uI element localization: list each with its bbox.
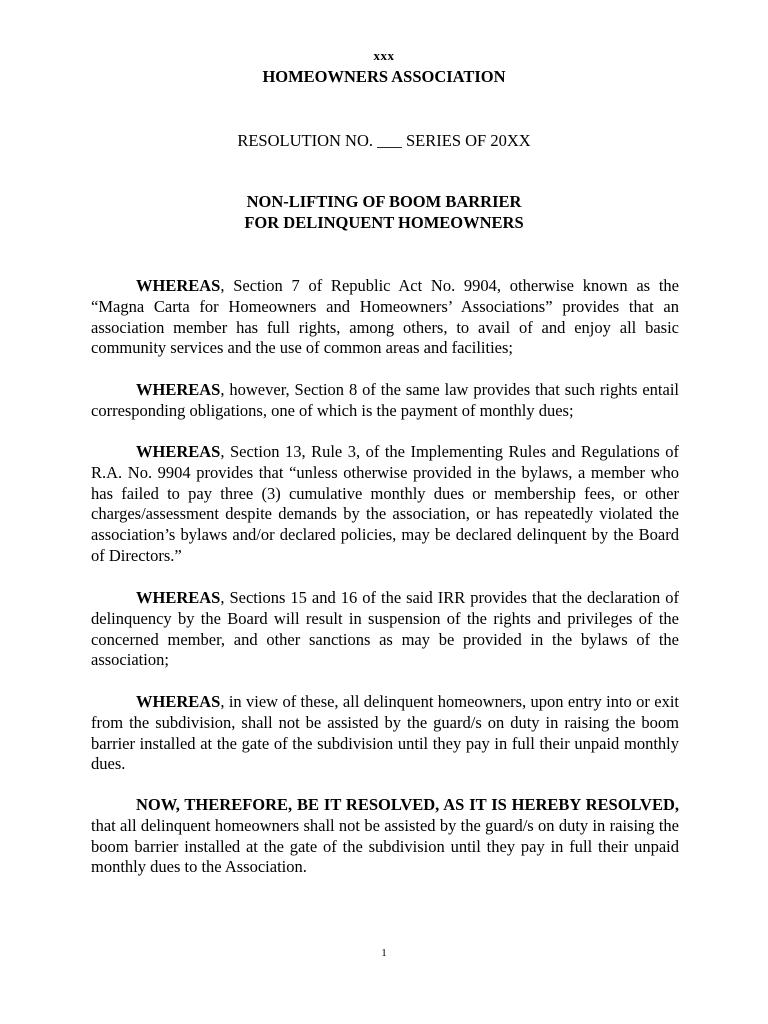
paragraph-lead: WHEREAS [136, 276, 221, 295]
paragraph-lead: WHEREAS [136, 380, 221, 399]
org-code: xxx [373, 48, 395, 63]
paragraph-text: , Section 13, Rule 3, of the Implementing Rules and Regulations of R.A. No. 9904 provides that “unless otherwise provided in the bylaws, a member who has failed to pay three (3) cumulative monthly dues or membership fees, or other charges/assessment despite demands by the association, or has repeatedly violated the association’s bylaws and/or declared policies, may be declared delinquent by the Board of Directors.” [91, 442, 679, 565]
whereas-paragraph-3 [91, 442, 679, 567]
resolved-paragraph [91, 795, 679, 878]
whereas-paragraph-2 [91, 380, 679, 422]
resolution-number: RESOLUTION NO. ___ SERIES OF 20XX [237, 131, 531, 150]
paragraph-text: , Sections 15 and 16 of the said IRR provides that the declaration of delinquency by the Board will result in suspension of the rights and privileges of the concerned member, and other sanctions as may be provided in the bylaws of the association; [91, 588, 679, 670]
paragraph-text: , in view of these, all delinquent homeowners, upon entry into or exit from the subdivision, shall not be assisted by the guard/s on duty in raising the boom barrier installed at the gate of the subdivision until they pay in full their unpaid monthly dues. [91, 692, 679, 774]
whereas-paragraph-1 [91, 276, 679, 359]
paragraph-lead: WHEREAS [136, 692, 221, 711]
resolution-title-line-1: NON-LIFTING OF BOOM BARRIER [246, 192, 522, 211]
org-name: HOMEOWNERS ASSOCIATION [262, 67, 506, 86]
paragraph-lead: WHEREAS [136, 588, 221, 607]
paragraph-text: , however, Section 8 of the same law provides that such rights entail corresponding obligations, one of which is the payment of monthly dues; [91, 380, 679, 420]
page-number: 1 [381, 947, 387, 959]
paragraph-lead: WHEREAS [136, 442, 221, 461]
resolution-title-line-2: FOR DELINQUENT HOMEOWNERS [244, 213, 524, 232]
paragraph-text: that all delinquent homeowners shall not be assisted by the guard/s on duty in raising the boom barrier installed at the gate of the subdivision until they pay in full their unpaid monthly dues to the Association. [91, 815, 679, 877]
paragraph-lead: NOW, THEREFORE, BE IT RESOLVED, AS IT IS HEREBY RESOLVED, [136, 795, 679, 814]
whereas-paragraph-4 [91, 588, 679, 671]
paragraph-text: , Section 7 of Republic Act No. 9904, otherwise known as the “Magna Carta for Homeowners and Homeowners’ Associations” provides that an association member has full rights, among others, to avail of and enjoy all basic community services and the use of common areas and facilities; [91, 276, 679, 358]
whereas-paragraph-5 [91, 692, 679, 775]
